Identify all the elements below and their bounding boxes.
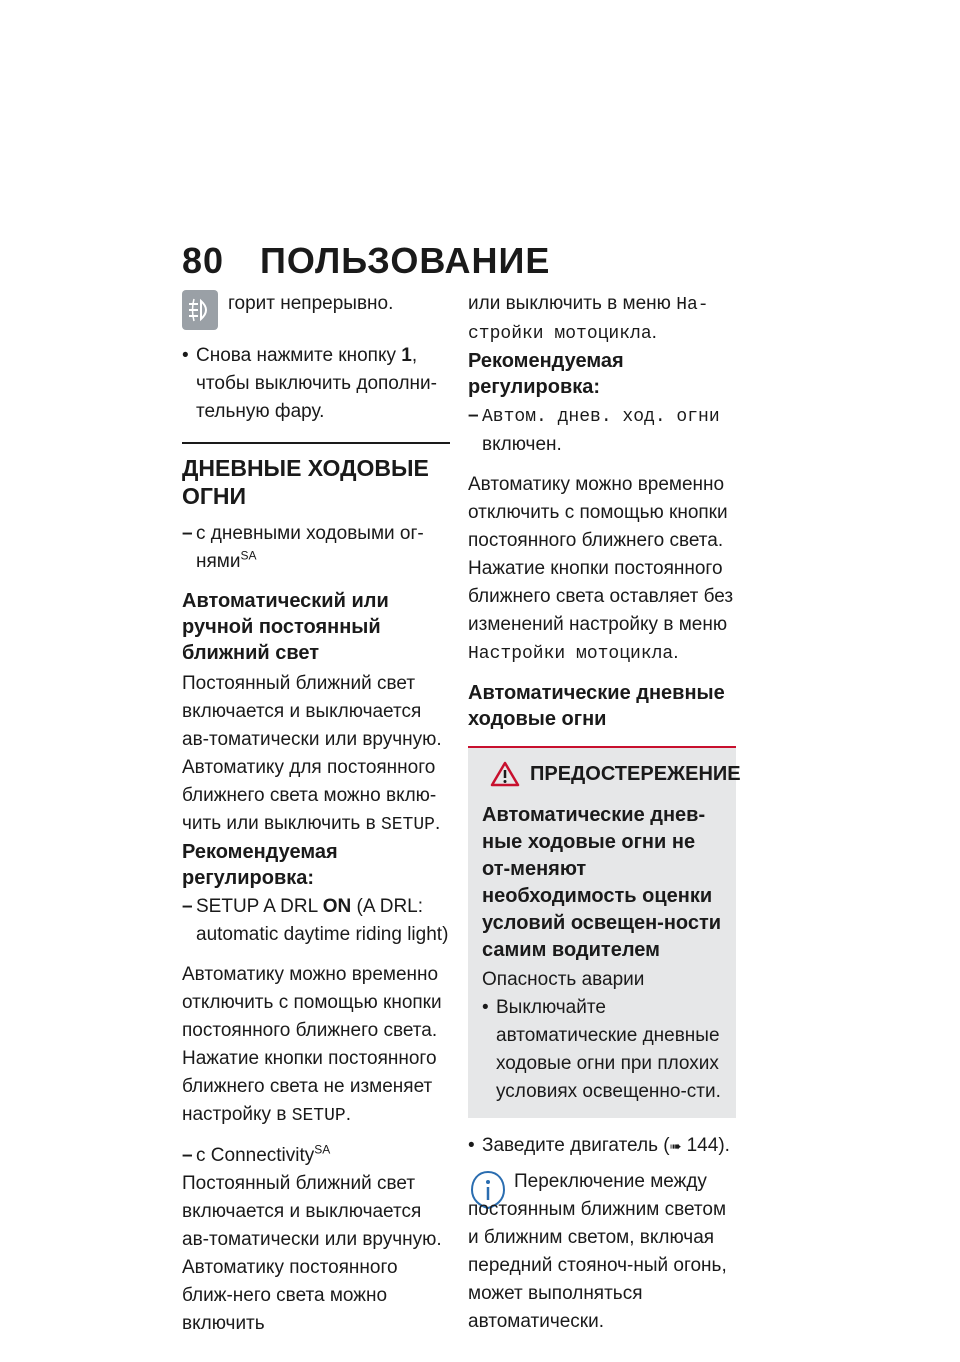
list-item: – SETUP A DRL ON (A DRL: automatic daytime riding light)	[182, 896, 449, 945]
warning-label: ПРЕДОСТЕРЕЖЕНИЕ	[530, 763, 741, 785]
page-header	[182, 240, 550, 282]
list-item: – с дневными ходовыми ог-нями$^{SA}$	[182, 523, 424, 572]
list-item: – Автом. днев. ход. огни включен.	[468, 405, 720, 455]
section-divider	[182, 442, 450, 444]
list-item: – с Connectivity$^{SA}$	[182, 1142, 331, 1166]
page-reference-arrow-icon: ➠	[669, 1138, 682, 1154]
right-column	[468, 290, 741, 1336]
info-note	[468, 1168, 736, 1336]
recommended-setting-heading: Рекомендуемая регулировка:	[182, 841, 338, 889]
warning-danger: Опасность аварии	[482, 969, 645, 990]
paragraph: Автоматику можно временно отключить с помощью кнопки постоянного ближнего света. Нажатие кнопки постоянного ближнего света оставляет без изменений настройку в меню Настройки мотоцикла.	[468, 474, 734, 664]
bullet-marker: •	[182, 345, 189, 366]
paragraph: Постоянный ближний свет включается и выключается ав-томатически или вручную. Автоматику для постоянного ближнего света можно вклю-чить или выключить в SETUP.	[182, 673, 442, 835]
fog-light-row	[182, 290, 450, 330]
left-column	[182, 290, 450, 1350]
warning-header	[490, 760, 741, 788]
paragraph: Постоянный ближний свет включается и выключается ав-томатически или вручную. Автоматику постоянного ближ-него света можно включить	[182, 1173, 442, 1334]
paragraph: Автоматику можно временно отключить с помощью кнопки постоянного ближнего света. Нажатие кнопки постоянного ближнего света не изменяет настройку в SETUP.	[182, 964, 442, 1126]
warning-box	[468, 746, 741, 1118]
list-item: • Снова нажмите кнопку 1, чтобы выключить дополни-тельную фару.	[182, 342, 450, 426]
paragraph: или выключить в меню На-стройки мотоцикла.	[468, 293, 709, 344]
warning-triangle-icon	[490, 761, 520, 787]
fog-light-text: горит непрерывно.	[228, 293, 394, 314]
subsection-heading: Автоматические дневные ходовые огни	[468, 682, 725, 730]
fog-light-icon	[182, 290, 218, 330]
recommended-setting-heading: Рекомендуемая регулировка:	[468, 350, 624, 398]
warning-title: Автоматические днев-ные ходовые огни не от-меняют необходимость оценки условий освещен-ности самим водителем	[482, 804, 722, 961]
section-heading: ДНЕВНЫЕ ХОДОВЫЕ ОГНИ	[182, 455, 429, 509]
list-item: • Заведите двигатель (➠ 144).	[468, 1135, 730, 1156]
list-item: • Выключайте автоматические дневные ходовые огни при плохих условиях освещенно-сти.	[482, 997, 721, 1102]
subsection-heading: Автоматический или ручной постоянный ближний свет	[182, 590, 389, 664]
section-title: ПОЛЬЗОВАНИЕ	[260, 240, 551, 281]
info-text: Переключение между постоянным ближним светом и ближним светом, включая передний стояноч-ный огонь, может выполняться автоматически.	[468, 1171, 727, 1332]
page-number: 80	[182, 240, 225, 281]
